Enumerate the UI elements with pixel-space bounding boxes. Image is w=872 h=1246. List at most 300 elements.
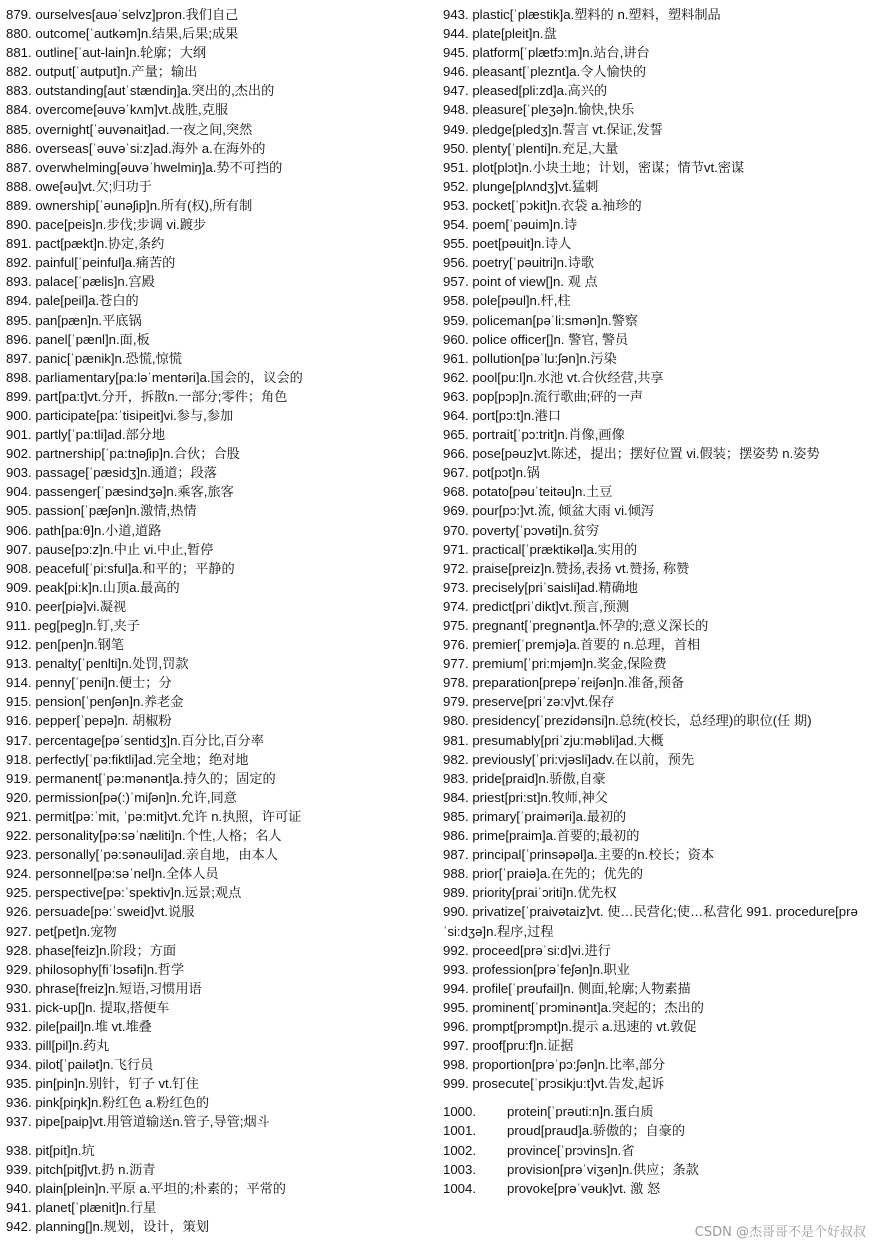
vocab-entry: [6, 864, 434, 883]
vocab-entry: [6, 902, 434, 921]
entry-text: precisely[priˈsaisli]ad.精确地: [472, 579, 638, 595]
entry-number: 922.: [6, 828, 32, 844]
vocab-entry: [6, 100, 434, 119]
entry-number: 892.: [6, 255, 32, 271]
left-column: [6, 5, 434, 1236]
entry-text: peer[piə]vi.凝视: [35, 598, 127, 614]
vocab-entry: [443, 349, 863, 368]
vocab-entry: [6, 272, 434, 291]
vocab-entry: [6, 387, 434, 406]
entry-text: pitch[pitʃ]vt.扔 n.沥青: [35, 1161, 156, 1177]
vocab-entry: [443, 1160, 863, 1179]
entry-number: 989.: [443, 885, 469, 901]
entry-text: previously[ˈpri:vjəsli]adv.在以前，预先: [472, 751, 695, 767]
vocab-entry: [443, 463, 863, 482]
entry-number: 899.: [6, 388, 32, 404]
entry-text: protein[ˈprəuti:n]n.蛋白质: [507, 1104, 654, 1120]
entry-text: proof[pru:f]n.证据: [472, 1038, 574, 1054]
vocab-entry: [6, 616, 434, 635]
entry-text: part[pa:t]vt.分开，拆散n.一部分;零件；角色: [35, 388, 288, 404]
entry-text: point of view[]n. 观 点: [472, 274, 598, 290]
vocab-entry: [443, 960, 863, 979]
entry-number: 888.: [6, 178, 32, 194]
entry-number: 879.: [6, 7, 32, 22]
entry-text: pension[ˈpenʃən]n.养老金: [35, 694, 184, 710]
vocab-entry: [6, 1160, 434, 1179]
entry-text: poet[pəuit]n.诗人: [472, 236, 572, 252]
block-gap: [6, 1132, 434, 1141]
entry-number: 954.: [443, 217, 469, 233]
entry-text: potato[pəuˈteitəu]n.土豆: [472, 484, 613, 500]
entry-number: 981.: [443, 732, 469, 748]
vocab-entry: [443, 578, 863, 597]
vocab-entry: [443, 425, 863, 444]
entry-text: permission[pə(:)ˈmiʃən]n.允许,同意: [35, 789, 237, 805]
vocab-entry: [443, 654, 863, 673]
entry-number: 928.: [6, 942, 32, 958]
entry-text: outline[ˈaut-lain]n.轮廓；大纲: [35, 45, 207, 61]
entry-text: ourselves[auəˈselvz]pron.我们自己: [35, 7, 239, 22]
entry-number: 964.: [443, 407, 469, 423]
entry-number: 992.: [443, 942, 469, 958]
entry-number: 926.: [6, 904, 32, 920]
entry-text: outstanding[autˈstændiŋ]a.突出的,杰出的: [35, 83, 275, 99]
entry-text: pour[pɔ:]vt.流, 倾盆大雨 vi.倾泻: [472, 503, 655, 519]
entry-number: 969.: [443, 503, 469, 519]
entry-text: presumably[priˈzju:məbli]ad.大概: [472, 732, 664, 748]
entry-number: 887.: [6, 159, 32, 175]
vocab-entry: [443, 540, 863, 559]
entry-text: privatize[ˈpraivətaiz]vt. 使…民营化;使…私营化 991. procedure[prəˈsi:dʒə]n.程序,过程: [443, 904, 858, 939]
entry-text: prior[ˈpraiə]a.在先的；优先的: [472, 866, 644, 882]
entry-text: personality[pə:səˈnæliti]n.个性,人格；名人: [35, 828, 282, 844]
entry-text: pit[pit]n.坑: [35, 1142, 95, 1158]
entry-number: 941.: [6, 1199, 32, 1215]
entry-text: practical[ˈpræktikəl]a.实用的: [472, 541, 638, 557]
vocab-entry: [6, 234, 434, 253]
vocab-entry: [6, 482, 434, 501]
vocab-entry: [443, 1102, 863, 1121]
entry-number: 994.: [443, 980, 469, 996]
vocab-entry: [6, 788, 434, 807]
vocab-entry: [6, 692, 434, 711]
vocab-entry: [6, 1141, 434, 1160]
entry-number: 959.: [443, 312, 469, 328]
entry-number: 904.: [6, 484, 32, 500]
entry-number: 995.: [443, 999, 469, 1015]
vocab-entry: [443, 330, 863, 349]
vocab-entry: [6, 1198, 434, 1217]
entry-text: pregnant[ˈpregnənt]a.怀孕的;意义深长的: [472, 618, 709, 633]
vocab-entry: [443, 291, 863, 310]
vocab-list-block: [6, 5, 434, 1132]
entry-number: 983.: [443, 770, 469, 786]
vocab-entry: [443, 1017, 863, 1036]
entry-number: 920.: [6, 789, 32, 805]
vocab-entry: [6, 922, 434, 941]
entry-number: 915.: [6, 694, 32, 710]
entry-number: 974.: [443, 598, 469, 614]
entry-number: 952.: [443, 178, 469, 194]
vocab-entry: [443, 196, 863, 215]
entry-number: 889.: [6, 197, 32, 213]
entry-number: 982.: [443, 751, 469, 767]
entry-number: 957.: [443, 274, 469, 290]
entry-number: 913.: [6, 656, 32, 672]
right-column: [443, 5, 863, 1198]
entry-text: overcome[əuvəˈkʌm]vt.战胜,克服: [35, 102, 229, 118]
entry-text: pride[praid]n.骄傲,自豪: [472, 770, 606, 786]
vocab-entry: [6, 1179, 434, 1198]
entry-text: painful[ˈpeinful]a.痛苦的: [35, 255, 176, 271]
entry-number: 977.: [443, 656, 469, 672]
entry-number: 912.: [6, 637, 32, 653]
entry-number: 948.: [443, 102, 469, 118]
vocab-entry: [6, 559, 434, 578]
vocab-entry: [6, 406, 434, 425]
entry-text: parliamentary[pa:ləˈmentəri]a.国会的，议会的: [35, 369, 303, 385]
entry-number: 925.: [6, 885, 32, 901]
entry-number: 968.: [443, 484, 469, 500]
entry-number: 1000.: [443, 1104, 477, 1120]
entry-number: 1002.: [443, 1142, 477, 1158]
entry-text: pale[peil]a.苍白的: [35, 293, 139, 309]
vocab-entry: [443, 100, 863, 119]
entry-text: pocket[ˈpɔkit]n.衣袋 a.袖珍的: [472, 197, 642, 213]
entry-number: 886.: [6, 140, 32, 156]
entry-text: platform[ˈplætfɔ:m]n.站台,讲台: [472, 45, 650, 61]
vocab-entry: [6, 883, 434, 902]
vocab-entry: [6, 521, 434, 540]
entry-number: 1004.: [443, 1180, 477, 1196]
entry-number: 973.: [443, 579, 469, 595]
vocab-entry: [6, 330, 434, 349]
entry-text: provoke[prəˈvəuk]vt. 激 怒: [507, 1180, 661, 1196]
vocab-entry: [6, 941, 434, 960]
entry-number: 930.: [6, 980, 32, 996]
entry-number: 978.: [443, 675, 469, 691]
entry-text: prime[praim]a.首要的;最初的: [472, 828, 640, 844]
entry-number: 988.: [443, 866, 469, 882]
vocab-entry: [443, 941, 863, 960]
entry-text: phase[feiz]n.阶段；方面: [35, 942, 177, 958]
entry-text: panel[ˈpænl]n.面,板: [35, 331, 150, 347]
entry-number: 890.: [6, 217, 32, 233]
entry-number: 905.: [6, 503, 32, 519]
vocab-entry: [6, 960, 434, 979]
vocab-entry: [6, 979, 434, 998]
vocab-entry: [6, 311, 434, 330]
entry-number: 938.: [6, 1142, 32, 1158]
entry-text: proceed[prəˈsi:d]vi.进行: [472, 942, 611, 958]
entry-number: 961.: [443, 350, 469, 366]
entry-number: 1003.: [443, 1161, 477, 1177]
vocab-entry: [6, 769, 434, 788]
entry-number: 885.: [6, 121, 32, 137]
entry-number: 993.: [443, 961, 469, 977]
entry-text: personnel[pə:səˈnel]n.全体人员: [35, 866, 219, 882]
entry-text: premier[ˈpremjə]a.首要的 n.总理，首相: [472, 637, 701, 653]
entry-text: phrase[freiz]n.短语,习惯用语: [35, 980, 202, 996]
vocab-entry: [6, 24, 434, 43]
entry-number: 953.: [443, 197, 469, 213]
vocab-entry: [6, 158, 434, 177]
entry-text: pollution[pəˈlu:ʃən]n.污染: [472, 350, 617, 366]
entry-number: 963.: [443, 388, 469, 404]
entry-text: priest[pri:st]n.牧师,神父: [472, 789, 608, 805]
entry-number: 1001.: [443, 1123, 477, 1139]
entry-number: 901.: [6, 427, 32, 443]
entry-text: pace[peis]n.步伐;步调 vi.踱步: [35, 217, 207, 233]
vocab-entry: [443, 902, 863, 940]
entry-number: 896.: [6, 331, 32, 347]
vocab-entry: [6, 578, 434, 597]
block-gap: [443, 1093, 863, 1102]
entry-number: 970.: [443, 522, 469, 538]
entry-text: palace[ˈpælis]n.宫殿: [35, 274, 155, 290]
entry-number: 934.: [6, 1057, 32, 1073]
entry-text: plenty[ˈplenti]n.充足,大量: [472, 140, 619, 156]
entry-text: pledge[pledʒ]n.誓言 vt.保证,发誓: [472, 121, 663, 137]
vocab-entry: [443, 673, 863, 692]
entry-number: 910.: [6, 598, 32, 614]
vocab-entry: [6, 1112, 434, 1131]
entry-text: policeman[pəˈli:smən]n.警察: [472, 312, 638, 328]
vocab-entry: [443, 406, 863, 425]
vocab-entry: [443, 482, 863, 501]
entry-text: output[ˈautput]n.产量；输出: [35, 64, 198, 80]
vocab-entry: [6, 120, 434, 139]
vocab-entry: [443, 597, 863, 616]
entry-text: peg[peg]n.钉,夹子: [34, 618, 140, 633]
entry-number: 951.: [443, 159, 469, 175]
entry-number: 987.: [443, 847, 469, 863]
vocab-entry: [6, 731, 434, 750]
entry-number: 999.: [443, 1076, 469, 1092]
entry-number: 916.: [6, 713, 32, 729]
entry-text: pill[pil]n.药丸: [35, 1038, 110, 1054]
entry-text: perspective[pə:ˈspektiv]n.远景;观点: [35, 885, 242, 901]
vocab-entry: [443, 769, 863, 788]
entry-number: 950.: [443, 140, 469, 156]
vocab-list-block: [443, 1102, 863, 1197]
vocab-entry: [443, 177, 863, 196]
entry-text: permit[pə:ˈmit, ˈpə:mit]vt.允许 n.执照，许可证: [35, 808, 302, 824]
entry-text: passion[ˈpæʃən]n.激情,热情: [35, 503, 197, 519]
vocab-entry: [6, 1017, 434, 1036]
entry-text: overnight[ˈəuvənait]ad.一夜之间,突然: [35, 121, 253, 137]
vocab-entry: [6, 673, 434, 692]
vocab-entry: [6, 1036, 434, 1055]
entry-text: portrait[ˈpɔ:trit]n.肖像,画像: [472, 427, 625, 443]
entry-number: 891.: [6, 236, 32, 252]
entry-number: 897.: [6, 350, 32, 366]
entry-text: pot[pɔt]n.锅: [472, 465, 540, 481]
entry-number: 936.: [6, 1095, 32, 1111]
vocab-entry: [443, 788, 863, 807]
entry-text: pan[pæn]n.平底锅: [35, 312, 142, 328]
vocab-entry: [6, 826, 434, 845]
entry-number: 947.: [443, 83, 469, 99]
entry-text: path[pa:θ]n.小道,道路: [35, 522, 162, 538]
entry-text: provision[prəˈviʒən]n.供应；条款: [507, 1161, 699, 1177]
entry-number: 967.: [443, 465, 469, 481]
entry-text: penalty[ˈpenlti]n.处罚,罚款: [35, 656, 189, 672]
vocab-entry: [6, 368, 434, 387]
vocab-entry: [443, 5, 863, 24]
vocab-entry: [443, 731, 863, 750]
entry-number: 960.: [443, 331, 469, 347]
entry-number: 976.: [443, 637, 469, 653]
entry-number: 975.: [443, 618, 469, 633]
vocab-entry: [6, 5, 434, 24]
entry-number: 883.: [6, 83, 32, 99]
entry-text: plain[plein]n.平原 a.平坦的;朴素的；平常的: [35, 1180, 286, 1196]
entry-number: 986.: [443, 828, 469, 844]
entry-number: 958.: [443, 293, 469, 309]
entry-text: participate[pa:ˈtisipeit]vi.参与,参加: [35, 407, 234, 423]
vocab-entry: [6, 444, 434, 463]
entry-text: overseas[ˈəuvəˈsi:z]ad.海外 a.在海外的: [35, 140, 266, 156]
entry-text: owe[əu]vt.欠;归功于: [35, 178, 152, 194]
entry-text: philosophy[fiˈlɔsəfi]n.哲学: [35, 961, 185, 977]
entry-number: 903.: [6, 465, 32, 481]
vocab-entry: [6, 349, 434, 368]
entry-number: 902.: [6, 446, 32, 462]
vocab-entry: [443, 24, 863, 43]
entry-text: pact[pækt]n.协定,条约: [35, 236, 165, 252]
entry-number: 880.: [6, 26, 32, 42]
entry-number: 882.: [6, 64, 32, 80]
entry-text: pause[pɔ:z]n.中止 vi.中止,暂停: [35, 541, 214, 557]
entry-number: 946.: [443, 64, 469, 80]
entry-number: 908.: [6, 560, 32, 576]
entry-number: 955.: [443, 236, 469, 252]
entry-number: 884.: [6, 102, 32, 118]
vocab-entry: [6, 1074, 434, 1093]
entry-text: pepper[ˈpepə]n. 胡椒粉: [35, 713, 172, 729]
vocab-entry: [443, 635, 863, 654]
entry-text: persuade[pə:ˈsweid]vt.说服: [35, 904, 195, 920]
vocab-entry: [443, 845, 863, 864]
vocab-entry: [443, 807, 863, 826]
vocab-entry: [443, 750, 863, 769]
entry-text: presidency[ˈprezidənsi]n.总统(校长，总经理)的职位(任 期): [472, 713, 812, 729]
vocab-entry: [443, 883, 863, 902]
entry-text: poem[ˈpəuim]n.诗: [472, 217, 578, 233]
entry-number: 895.: [6, 312, 32, 328]
entry-number: 924.: [6, 866, 32, 882]
vocab-entry: [6, 62, 434, 81]
entry-text: proportion[prəˈpɔ:ʃən]n.比率,部分: [472, 1057, 666, 1073]
entry-number: 923.: [6, 847, 32, 863]
vocab-entry: [6, 43, 434, 62]
entry-number: 918.: [6, 751, 32, 767]
vocab-entry: [6, 215, 434, 234]
vocab-entry: [443, 311, 863, 330]
entry-text: panic[ˈpænik]n.恐慌,惊慌: [35, 350, 182, 366]
entry-number: 980.: [443, 713, 469, 729]
vocab-entry: [443, 62, 863, 81]
entry-text: profile[ˈprəufail]n. 侧面,轮廓;人物素描: [472, 980, 691, 996]
vocab-entry: [443, 998, 863, 1017]
vocab-entry: [443, 826, 863, 845]
entry-number: 985.: [443, 808, 469, 824]
entry-number: 907.: [6, 541, 32, 557]
vocab-entry: [443, 368, 863, 387]
entry-text: pile[pail]n.堆 vt.堆叠: [35, 1018, 152, 1034]
vocab-entry: [6, 139, 434, 158]
entry-number: 927.: [6, 923, 32, 939]
vocab-entry: [443, 234, 863, 253]
entry-text: percentage[pəˈsentidʒ]n.百分比,百分率: [35, 732, 264, 748]
entry-text: pop[pɔp]n.流行歌曲;砰的一声: [472, 388, 644, 404]
entry-text: premium[ˈpri:mjəm]n.奖金,保险费: [472, 656, 667, 672]
vocab-entry: [6, 711, 434, 730]
entry-number: 893.: [6, 274, 32, 290]
entry-text: pole[pəul]n.杆,柱: [472, 293, 571, 309]
entry-number: 932.: [6, 1018, 32, 1034]
entry-number: 990.: [443, 904, 469, 920]
entry-text: overwhelming[əuvəˈhwelmiŋ]a.势不可挡的: [35, 159, 283, 175]
entry-text: plastic[ˈplæstik]a.塑料的 n.塑料，塑料制品: [472, 7, 721, 22]
entry-text: pink[piŋk]n.粉红色 a.粉红色的: [35, 1095, 210, 1111]
entry-number: 966.: [443, 446, 469, 462]
entry-number: 931.: [6, 999, 32, 1015]
entry-text: pipe[paip]vt.用管道输送n.管子,导管;烟斗: [35, 1114, 270, 1130]
entry-text: preparation[prepəˈreiʃən]n.准备,预备: [472, 675, 685, 691]
entry-number: 956.: [443, 255, 469, 271]
vocab-entry: [6, 845, 434, 864]
entry-number: 972.: [443, 560, 469, 576]
entry-text: plunge[plʌndʒ]vt.猛刺: [472, 178, 599, 194]
entry-text: pleasure[ˈpleʒə]n.愉快,快乐: [472, 102, 635, 118]
vocab-entry: [443, 1141, 863, 1160]
entry-text: passenger[ˈpæsindʒə]n.乘客,旅客: [35, 484, 234, 500]
vocab-entry: [443, 1074, 863, 1093]
vocab-entry: [6, 1217, 434, 1236]
entry-text: pen[pen]n.钢笔: [35, 637, 125, 653]
vocab-entry: [6, 998, 434, 1017]
entry-text: pool[pu:l]n.水池 vt.合伙经营,共享: [472, 369, 664, 385]
vocab-entry: [443, 120, 863, 139]
entry-number: 906.: [6, 522, 32, 538]
vocab-entry: [6, 635, 434, 654]
entry-text: pet[pet]n.宠物: [35, 923, 117, 939]
entry-number: 921.: [6, 808, 32, 824]
vocab-entry: [443, 444, 863, 463]
vocab-entry: [6, 177, 434, 196]
entry-number: 909.: [6, 579, 32, 595]
vocab-entry: [443, 1179, 863, 1198]
entry-text: preserve[priˈzə:v]vt.保存: [472, 694, 615, 710]
entry-text: pick-up[]n. 提取,搭便车: [35, 999, 170, 1015]
vocab-entry: [443, 501, 863, 520]
entry-text: planning[]n.规划，设计，策划: [35, 1218, 210, 1234]
entry-number: 998.: [443, 1057, 469, 1073]
vocab-entry: [6, 463, 434, 482]
entry-text: personally[ˈpə:sənəuli]ad.亲自地，由本人: [35, 847, 278, 863]
vocab-entry: [443, 1055, 863, 1074]
entry-number: 919.: [6, 770, 32, 786]
entry-text: pleasant[ˈpleznt]a.令人愉快的: [472, 64, 647, 80]
vocab-entry: [443, 387, 863, 406]
entry-text: prominent[ˈprɔminənt]a.突起的；杰出的: [472, 999, 704, 1015]
vocab-entry: [443, 979, 863, 998]
entry-text: priority[praiˈɔriti]n.优先权: [472, 885, 617, 901]
entry-text: pleased[pli:zd]a.高兴的: [472, 83, 608, 99]
watermark: CSDN @杰哥哥不是个好叔叔: [694, 1225, 866, 1240]
